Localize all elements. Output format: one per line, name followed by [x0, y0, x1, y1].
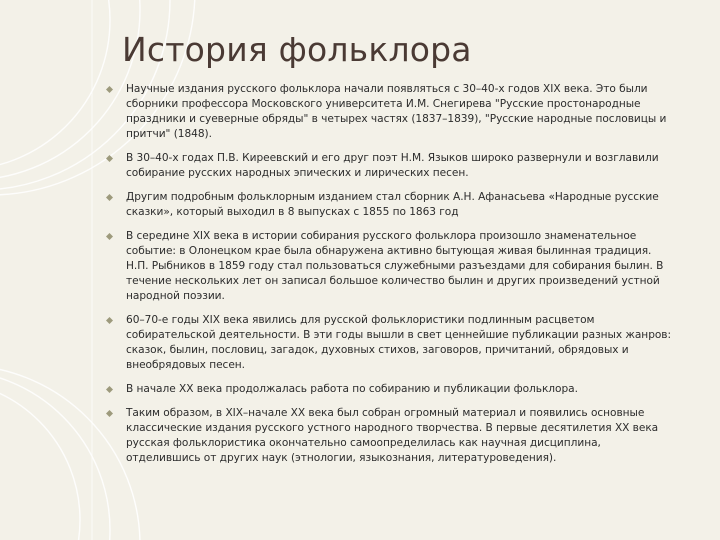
bullet-list	[104, 82, 676, 475]
bullet-diamond-icon	[106, 86, 113, 93]
slide-title: История фольклора	[122, 30, 472, 69]
list-item	[104, 382, 676, 397]
bullet-text: 60–70-е годы XIX века явились для русской фольклористики подлинным расцветом собирательской деятельности. В эти годы вышли в свет ценнейшие публикации разных жанров: сказок, былин, пословиц, загадок, духовных стихов, заговоров, причитаний, обрядовых и внеобрядовых песен.	[126, 314, 672, 371]
bullet-text: Таким образом, в XIX–начале XX века был собран огромный материал и появились основные классические издания русского устного народного творчества. В первые десятилетия XX века русская фольклористика окончательно самоопределилась как научная дисциплина, отделившись от других наук (этнологии, языкознания, литературоведения).	[126, 407, 659, 464]
list-item	[104, 229, 676, 304]
bullet-diamond-icon	[106, 317, 113, 324]
list-item	[104, 190, 676, 220]
bullet-diamond-icon	[106, 233, 113, 240]
bullet-diamond-icon	[106, 194, 113, 201]
list-item	[104, 82, 676, 142]
list-item	[104, 406, 676, 466]
bullet-text: Научные издания русского фольклора начали появляться с 30–40-х годов XIX века. Это были сборники профессора Московского университета И.М. Снегирева "Русские простонародные праздники и суеверные обряды" в четырех частях (1837–1839), "Русские народные пословицы и притчи" (1848).	[126, 83, 667, 140]
bullet-diamond-icon	[106, 410, 113, 417]
list-item	[104, 313, 676, 373]
bullet-diamond-icon	[106, 155, 113, 162]
list-item	[104, 151, 676, 181]
bullet-text: Другим подробным фольклорным изданием стал сборник А.Н. Афанасьева «Народные русские сказки», который выходил в 8 выпусках с 1855 по 1863 год	[126, 191, 659, 218]
bullet-text: В 30–40-х годах П.В. Киреевский и его друг поэт Н.М. Языков широко развернули и возглавили собирание русских народных эпических и лирических песен.	[126, 152, 659, 179]
bullet-text: В начале XX века продолжалась работа по собиранию и публикации фольклора.	[126, 383, 578, 395]
bullet-text: В середине XIX века в истории собирания русского фольклора произошло знаменательное событие: в Олонецком крае была обнаружена активно бытующая живая былинная традиция. Н.П. Рыбников в 1859 году стал пользоваться служебными разъездами для собирания былин. В течение нескольких лет он записал большое количество былин и других произведений устной народной поэзии.	[126, 230, 664, 302]
bullet-diamond-icon	[106, 386, 113, 393]
